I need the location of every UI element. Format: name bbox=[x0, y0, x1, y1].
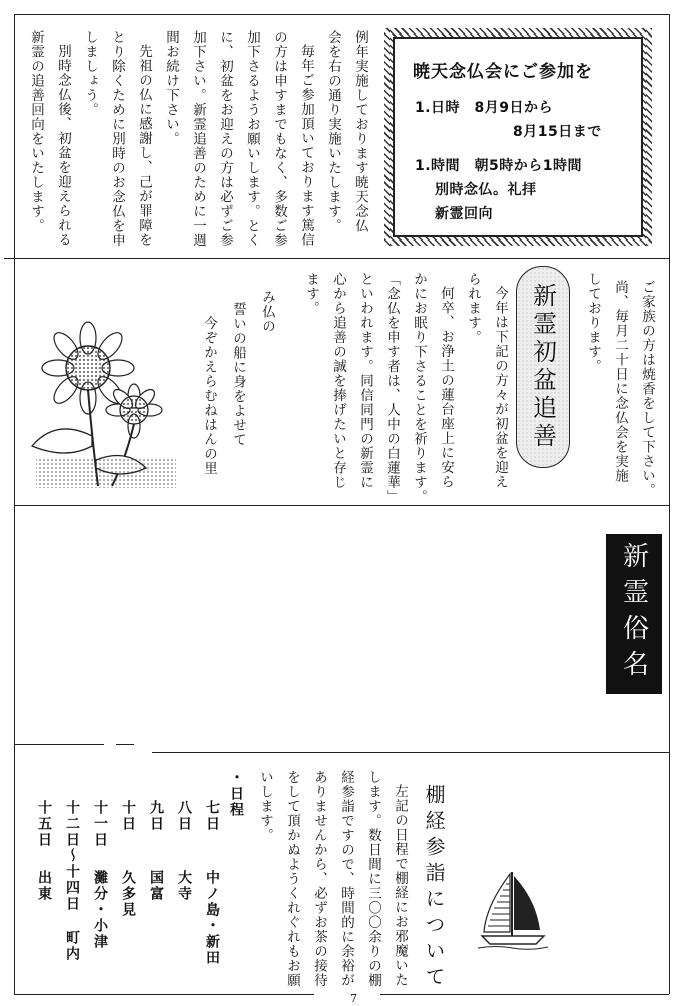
text-column: しましょう。 bbox=[82, 30, 98, 117]
text-column: 毎年ご参加頂いております篤信 bbox=[298, 44, 314, 247]
text-column: 加下さるようお願いします。とく bbox=[244, 30, 260, 248]
text-column: かにお眠り下さることを祈ります。 bbox=[411, 272, 427, 504]
schedule-row bbox=[90, 800, 110, 990]
schedule-row bbox=[146, 800, 166, 990]
schedule-row bbox=[118, 800, 138, 990]
schedule-list bbox=[22, 800, 222, 990]
page-number: 7 bbox=[350, 992, 357, 1005]
text-column: しております。 bbox=[585, 272, 601, 374]
new-names-label bbox=[606, 534, 662, 694]
schedule-row bbox=[34, 800, 54, 990]
schedule-day: 十日 bbox=[120, 800, 136, 832]
schedule-row bbox=[62, 800, 82, 990]
text-column: られます。 bbox=[465, 272, 481, 345]
bottom-border-b bbox=[380, 994, 669, 995]
sailboat-icon bbox=[478, 866, 548, 950]
text-column: 今年は下記の方々が初盆を迎え bbox=[492, 286, 508, 489]
schedule-place: 大寺 bbox=[176, 870, 192, 902]
dawn-date-end-line: 8月15日まで bbox=[513, 124, 602, 140]
schedule-day: 十一日 bbox=[92, 800, 108, 848]
schedule-place: 中ノ島・新田 bbox=[204, 870, 220, 966]
text-column: 心から追善の誠を捧げたいと存じ bbox=[330, 272, 346, 490]
text-column: 何卒、お浄土の蓮台座上に安ら bbox=[438, 286, 454, 489]
schedule-day: 九日 bbox=[148, 800, 164, 832]
text-column: 新霊の追善回向をいたします。 bbox=[28, 30, 44, 233]
poem-line: 今ぞかえらむねはんの里 bbox=[201, 316, 217, 476]
sunflower-icon bbox=[26, 318, 176, 488]
poem-line: 誓いの船に身をよせて bbox=[230, 302, 246, 447]
text-column: します。数日間に三〇〇余りの棚 bbox=[365, 770, 381, 988]
memorial-heading-text: 新霊初盆追善 bbox=[528, 283, 557, 451]
divider-1 bbox=[4, 258, 670, 259]
text-column: 先祖の仏に感謝し、己が罪障を bbox=[136, 44, 152, 247]
poem-line: み仏の bbox=[259, 290, 275, 334]
schedule-place: 灘分・小津 bbox=[92, 870, 108, 950]
memorial-body-text bbox=[300, 272, 512, 502]
text-column: とり除くために別時のお念仏を申 bbox=[109, 30, 125, 248]
schedule-day: 十二日〜十四日 bbox=[64, 800, 80, 912]
text-column: 左記の日程で棚経にお邪魔いた bbox=[392, 784, 408, 987]
text-column: をして頂かぬようくれぐれもお願 bbox=[284, 770, 300, 988]
text-column: 別時念仏後、初盆を迎えられる bbox=[55, 44, 71, 247]
divider-3a bbox=[14, 744, 104, 745]
text-column: 尚、毎月二十日に念仏会を実施 bbox=[612, 280, 628, 483]
divider-3b bbox=[116, 744, 134, 745]
schedule-day: 七日 bbox=[204, 800, 220, 832]
dawn-intro-text bbox=[20, 30, 372, 250]
top-border bbox=[14, 14, 669, 15]
dawn-service-title: 暁天念仏会にご参加を bbox=[413, 62, 593, 82]
divider-3c bbox=[152, 752, 669, 753]
text-column: といわれます。同信同門の新霊に bbox=[357, 272, 373, 490]
text-column: いします。 bbox=[257, 770, 273, 843]
schedule-place: 町内 bbox=[64, 930, 80, 962]
schedule-row bbox=[202, 800, 222, 990]
schedule-place: 久多見 bbox=[120, 870, 136, 918]
memorial-top-text bbox=[580, 272, 659, 502]
dawn-dedication-line: 新霊回向 bbox=[435, 206, 493, 222]
memorial-heading bbox=[516, 266, 570, 468]
dawn-practice-line: 別時念仏。礼拝 bbox=[435, 182, 537, 198]
right-border bbox=[669, 14, 670, 994]
text-column: 間お続け下さい。 bbox=[163, 30, 179, 146]
tanagyo-body-text bbox=[252, 770, 412, 990]
schedule-label: ・日程 bbox=[228, 770, 244, 818]
text-column: 例年実施しております暁天念仏 bbox=[352, 30, 368, 233]
schedule-place: 国富 bbox=[148, 870, 164, 902]
schedule-day: 十五日 bbox=[36, 800, 52, 848]
divider-2 bbox=[14, 505, 669, 506]
text-column: 経参詣ですので、時間的に余裕が bbox=[338, 770, 354, 988]
text-column: に、初盆をお迎えの方は必ずご参 bbox=[217, 30, 233, 248]
new-names-label-text: 新霊俗名 bbox=[618, 542, 649, 686]
schedule-day: 八日 bbox=[176, 800, 192, 832]
text-column: ありませんから、必ずお茶の接待 bbox=[311, 770, 327, 988]
dawn-date-line: 1.日時 8月9日から bbox=[415, 100, 554, 116]
text-column: 「念仏を申す者は、人中の白蓮華」 bbox=[384, 272, 400, 504]
text-column: ご家族の方は焼香をして下さい。 bbox=[639, 280, 655, 498]
memorial-poem bbox=[196, 282, 279, 502]
text-column: ます。 bbox=[303, 272, 319, 316]
text-column: 加下さい。新霊追善のために一週 bbox=[190, 30, 206, 248]
schedule-row bbox=[174, 800, 194, 990]
text-column: の方は申すまでもなく、多数ご参 bbox=[271, 30, 287, 248]
tanagyo-title: 棚経参詣について bbox=[422, 784, 446, 992]
dawn-service-box bbox=[384, 28, 652, 246]
bottom-border-a bbox=[14, 994, 314, 995]
dawn-time-line: 1.時間 朝5時から1時間 bbox=[415, 158, 583, 174]
left-border bbox=[14, 14, 15, 994]
schedule-place: 出東 bbox=[36, 870, 52, 902]
text-column: 会を右の通り実施いたします。 bbox=[325, 30, 341, 233]
